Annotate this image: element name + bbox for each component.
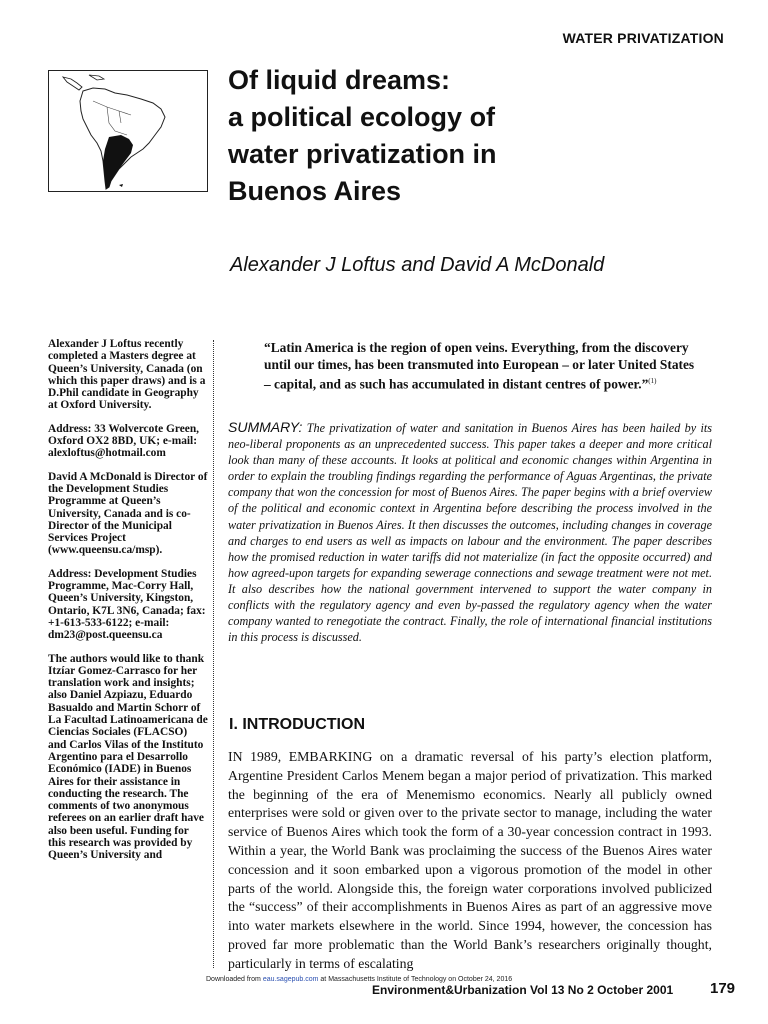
title-line: Buenos Aires <box>228 176 402 206</box>
title-line: a political ecology of <box>228 102 496 132</box>
section-tag: WATER PRIVATIZATION <box>562 30 724 46</box>
download-prefix: Downloaded from <box>206 976 263 983</box>
epigraph-text: “Latin America is the region of open veins. Everything, from the discovery until our times, has been transmuted into European – or later United States – capital, and as such has accumulated in distant centres of power.” <box>264 340 695 392</box>
epigraph-note: (1) <box>648 377 657 385</box>
sidebar-paragraph: Address: Development Studies Programme, Mac-Corry Hall, Queen’s University, Kingston, Ontario, K7L 3N6, Canada; fax: +1-613-533-6122; e-mail: dm23@post.queensu.ca <box>48 567 206 642</box>
download-suffix: at Massachusetts Institute of Technology on October 24, 2016 <box>318 976 513 983</box>
download-link[interactable]: eau.sagepub.com <box>262 976 319 983</box>
sidebar-paragraph: Address: 33 Wolvercote Green, Oxford OX2 8BD, UK; e-mail: alexloftus@hotmail.com <box>48 422 200 460</box>
author-sidebar <box>48 338 208 873</box>
column-divider <box>213 340 214 968</box>
summary-text: The privatization of water and sanitation in Buenos Aires has been hailed by its neo-liberal proponents as an unprecedented success. This paper takes a deeper and more critical look than many of these accounts. It looks at political and economic changes within Argentina in order to explain the troubling findings regarding the performance of Aguas Argentinas, the private company that won the concession for most of Buenos Aires. The paper begins with a brief overview of the political and economic context in Argentina before describing the process involved in the water privatization in Buenos Aires. It then discusses the outcomes, including changes in coverage and charges to end users as well as impacts on labour and the environment. The paper describes how the promised reduction in water tariffs did not materialize (in fact the opposite occurred) and how agreed-upon targets for expanding sewerage connections and sewage treatment were not met. It also describes how the national government intervened to support the water company in conflicts with the regulatory agency and even by-passed the regulatory agency when the water company wanted to renegotiate the contract. Finally, the role of international financial institutions in this process is discussed. <box>228 421 713 645</box>
summary-label: SUMMARY: <box>228 419 303 435</box>
sidebar-paragraph: Alexander J Loftus recently completed a Masters degree at Queen’s University, Canada (on which this paper draws) and is a D.Phil candidate in Geography at Oxford University. <box>48 338 206 412</box>
page-number: 179 <box>710 980 736 997</box>
journal-footer: Environment&Urbanization Vol 13 No 2 October 2001 <box>372 983 674 997</box>
article-title <box>228 62 728 210</box>
sidebar-paragraph: The authors would like to thank Itzíar Gomez-Carrasco for her translation work and insights; also Daniel Azpiazu, Eduardo Basualdo and Martin Schorr of La Facultad Latinoamericana de Ciencias Sociales (FLACSO) and Carlos Vilas of the Instituto Argentino para el Desarrollo Económico (IADE) in Buenos Aires for their assistance in conducting the research. The comments of two anonymous referees on an earlier draft have also been useful. Funding for this research was provided by Queen’s University and <box>48 652 208 862</box>
article-authors: Alexander J Loftus and David A McDonald <box>230 254 605 276</box>
sidebar-paragraph: David A McDonald is Director of the Development Studies Programme at Queen’s University, Canada and is co-Director of the Municipal Services Project (www.queensu.ca/msp). <box>48 470 208 557</box>
title-line: water privatization in <box>228 139 497 169</box>
south-america-map-icon <box>48 70 208 192</box>
section-heading: I. INTRODUCTION <box>229 716 365 733</box>
epigraph <box>264 339 704 392</box>
title-line: Of liquid dreams: <box>228 65 451 95</box>
intro-paragraph: IN 1989, EMBARKING on a dramatic reversal of his party’s election platform, Argentine President Carlos Menem began a major period of privatization. This marked the beginning of the era of Menemismo economics. Nearly all publicly owned enterprises were sold or given over to the private sector to manage, including the water service of Buenos Aires which took the form of a 30-year concession contract in 1993. Within a year, the World Bank was proclaiming the success of the Buenos Aires water concession and it soon embarked upon a vigorous promotion of the model in other parts of the world. Alongside this, the foreign water corporations involved publicized the “success” of their accomplishments in Buenos Aires as part of an aggressive move into water markets elsewhere in the world. Since 1994, however, the concession has proved far more problematic than the World Bank’s researchers originally thought, particularly in terms of escalating <box>228 749 712 971</box>
summary <box>228 419 712 645</box>
download-note <box>206 976 512 983</box>
